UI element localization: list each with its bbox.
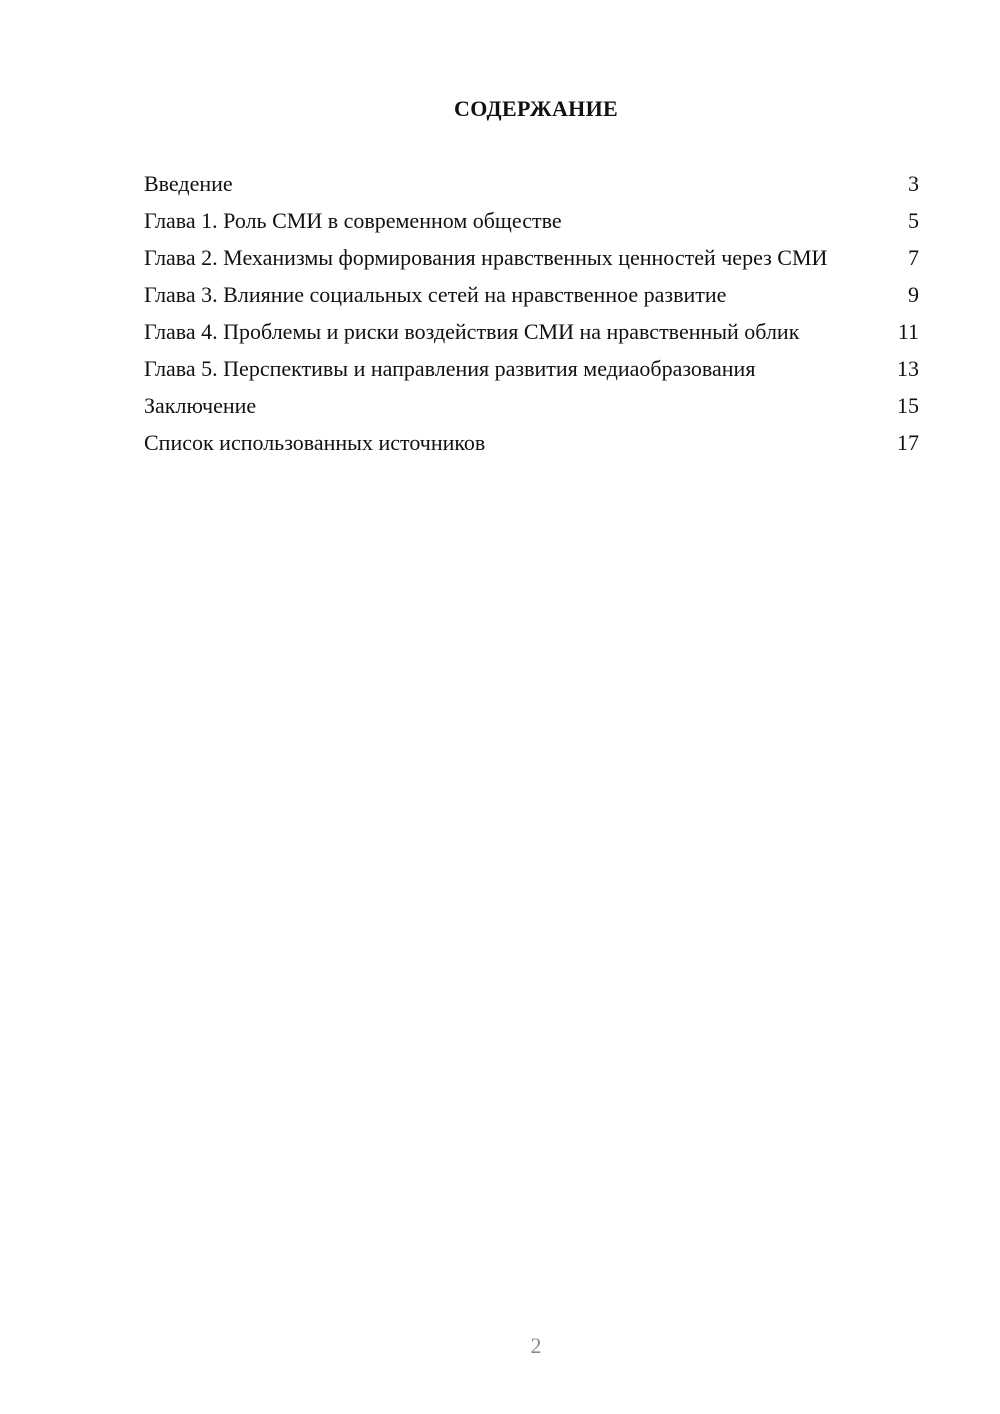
toc-entry [144, 318, 919, 345]
toc-entry-page: 13 [897, 356, 919, 381]
toc-entry-title: Введение [144, 171, 233, 196]
toc-entry [144, 281, 919, 308]
toc-entry-title: Глава 3. Влияние социальных сетей на нравственное развитие [144, 282, 727, 307]
toc-entry-title: Глава 4. Проблемы и риски воздействия СМИ на нравственный облик [144, 319, 800, 344]
toc-heading: СОДЕРЖАНИЕ [454, 96, 618, 121]
toc-entry-page: 3 [908, 171, 919, 196]
toc-heading-wrapper [36, 96, 1000, 122]
toc-entry-page: 15 [897, 393, 919, 418]
toc-entry [144, 429, 919, 456]
toc-entry [144, 207, 919, 234]
toc-entry-title: Глава 5. Перспективы и направления развития медиаобразования [144, 356, 756, 381]
toc-entry-page: 17 [897, 430, 919, 455]
toc-entry-page: 7 [908, 245, 919, 270]
toc-entry-title: Заключение [144, 393, 257, 418]
toc-entry-title: Список использованных источников [144, 430, 486, 455]
table-of-contents [144, 170, 919, 466]
toc-entry [144, 244, 919, 271]
toc-entry-title: Глава 2. Механизмы формирования нравственных ценностей через СМИ [144, 245, 828, 270]
toc-entry [144, 355, 919, 382]
toc-entry-title: Глава 1. Роль СМИ в современном обществе [144, 208, 562, 233]
toc-entry-page: 11 [897, 319, 919, 344]
toc-entry-page: 9 [908, 282, 919, 307]
toc-entry [144, 170, 919, 197]
toc-entry [144, 392, 919, 419]
toc-entry-page: 5 [908, 208, 919, 233]
page-number: 2 [530, 1333, 542, 1358]
